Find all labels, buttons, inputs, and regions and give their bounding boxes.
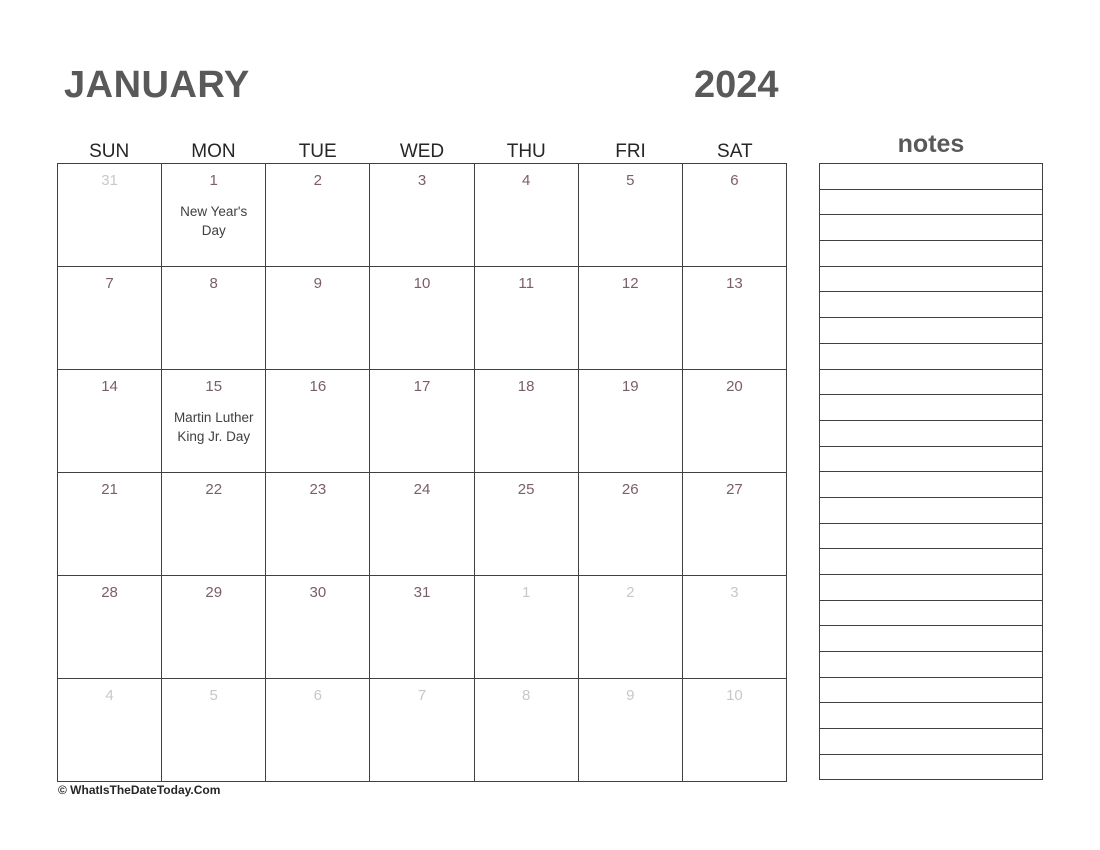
- day-number: 23: [309, 481, 327, 498]
- calendar-day-cell[interactable]: [474, 267, 578, 370]
- day-number: 4: [521, 172, 531, 189]
- day-number: 7: [105, 275, 114, 292]
- calendar-day-cell[interactable]: [162, 576, 266, 679]
- weekday-label: SAT: [717, 141, 753, 162]
- note-line[interactable]: [820, 447, 1042, 473]
- calendar-day-cell[interactable]: [266, 473, 370, 576]
- day-number: 3: [730, 584, 739, 601]
- note-line[interactable]: [820, 344, 1042, 370]
- day-number: 11: [518, 275, 534, 292]
- calendar-day-cell[interactable]: [162, 473, 266, 576]
- calendar-day-cell[interactable]: [474, 473, 578, 576]
- calendar-day-cell[interactable]: [162, 267, 266, 370]
- calendar-day-cell[interactable]: [162, 679, 266, 782]
- calendar-day-cell[interactable]: [474, 679, 578, 782]
- calendar-day-cell[interactable]: [370, 576, 474, 679]
- note-line[interactable]: [820, 755, 1042, 781]
- note-line[interactable]: [820, 472, 1042, 498]
- weekday-label: SUN: [89, 141, 130, 162]
- day-number: 15: [205, 378, 223, 395]
- calendar-day-cell[interactable]: [578, 164, 682, 267]
- weekday-label: FRI: [615, 141, 646, 162]
- notes-box[interactable]: [819, 163, 1043, 780]
- day-number: 9: [313, 275, 323, 292]
- calendar-day-cell[interactable]: [58, 164, 162, 267]
- holiday-label: New Year's Day: [180, 204, 248, 238]
- day-number: 1: [209, 172, 218, 189]
- weekday-label: THU: [506, 141, 546, 162]
- day-number: 31: [101, 172, 118, 189]
- calendar-day-cell[interactable]: [370, 679, 474, 782]
- day-number: 28: [101, 584, 118, 601]
- calendar-day-cell[interactable]: [578, 473, 682, 576]
- day-number: 5: [209, 687, 218, 704]
- day-number: 25: [517, 481, 535, 498]
- calendar-day-cell[interactable]: [266, 679, 370, 782]
- day-number: 14: [101, 378, 118, 395]
- note-line[interactable]: [820, 729, 1042, 755]
- day-number: 24: [413, 481, 431, 498]
- day-number: 27: [726, 481, 743, 498]
- day-number: 1: [521, 584, 531, 601]
- calendar-day-cell[interactable]: [266, 370, 370, 473]
- day-number: 17: [413, 378, 431, 395]
- calendar-day-cell[interactable]: [682, 576, 786, 679]
- calendar-week-row: [58, 679, 787, 782]
- note-line[interactable]: [820, 241, 1042, 267]
- note-line[interactable]: [820, 601, 1042, 627]
- note-line[interactable]: [820, 164, 1042, 190]
- calendar-day-cell[interactable]: [578, 370, 682, 473]
- weekday-label: TUE: [298, 141, 337, 162]
- day-number: 21: [101, 481, 118, 498]
- calendar-day-cell[interactable]: [162, 164, 266, 267]
- calendar-grid: [57, 163, 787, 782]
- calendar-day-cell[interactable]: [162, 370, 266, 473]
- calendar-day-cell[interactable]: [58, 267, 162, 370]
- day-number: 30: [309, 584, 327, 601]
- calendar-day-cell[interactable]: [474, 576, 578, 679]
- day-number: 22: [205, 481, 223, 498]
- calendar-day-cell[interactable]: [578, 679, 682, 782]
- calendar-day-cell[interactable]: [266, 267, 370, 370]
- day-number: 9: [626, 687, 635, 704]
- day-number: 2: [626, 584, 635, 601]
- day-number: 3: [417, 172, 427, 189]
- day-number: 29: [205, 584, 223, 601]
- note-line[interactable]: [820, 421, 1042, 447]
- calendar-day-cell[interactable]: [58, 679, 162, 782]
- calendar-day-cell[interactable]: [58, 576, 162, 679]
- calendar-day-cell[interactable]: [370, 473, 474, 576]
- day-number: 4: [105, 687, 114, 704]
- weekday-label: MON: [191, 141, 236, 162]
- day-number: 8: [209, 275, 218, 292]
- calendar-day-cell[interactable]: [266, 164, 370, 267]
- calendar-day-cell[interactable]: [682, 164, 786, 267]
- note-line[interactable]: [820, 292, 1042, 318]
- calendar-day-cell[interactable]: [682, 473, 786, 576]
- day-number: 5: [626, 172, 635, 189]
- note-line[interactable]: [820, 626, 1042, 652]
- day-number: 12: [621, 275, 639, 292]
- month-title: JANUARY: [64, 64, 250, 106]
- day-number: 13: [726, 275, 743, 292]
- day-number: 8: [521, 687, 531, 704]
- day-number: 16: [309, 378, 327, 395]
- day-number: 2: [313, 172, 323, 189]
- weekday-label: WED: [399, 141, 445, 162]
- calendar-day-cell[interactable]: [58, 473, 162, 576]
- note-line[interactable]: [820, 395, 1042, 421]
- holiday-label: Martin Luther King Jr. Day: [173, 410, 254, 444]
- note-line[interactable]: [820, 318, 1042, 344]
- year-title: 2024: [694, 64, 779, 106]
- calendar-day-cell[interactable]: [58, 370, 162, 473]
- note-line[interactable]: [820, 267, 1042, 293]
- note-line[interactable]: [820, 215, 1042, 241]
- calendar-day-cell[interactable]: [682, 679, 786, 782]
- calendar-day-cell[interactable]: [370, 267, 474, 370]
- day-number: 6: [730, 172, 739, 189]
- calendar-day-cell[interactable]: [474, 370, 578, 473]
- note-line[interactable]: [820, 652, 1042, 678]
- calendar-day-cell[interactable]: [474, 164, 578, 267]
- calendar-day-cell[interactable]: [370, 370, 474, 473]
- calendar-week-row: [58, 370, 787, 473]
- day-number: 26: [621, 481, 639, 498]
- day-number: 18: [517, 378, 535, 395]
- day-number: 31: [413, 584, 431, 601]
- notes-title: notes: [897, 130, 965, 158]
- note-line[interactable]: [820, 575, 1042, 601]
- day-number: 6: [313, 687, 323, 704]
- day-number: 20: [726, 378, 743, 395]
- calendar-day-cell[interactable]: [682, 370, 786, 473]
- calendar-day-cell[interactable]: [370, 164, 474, 267]
- day-number: 10: [726, 687, 743, 704]
- calendar-week-row: [58, 267, 787, 370]
- calendar-week-row: [58, 576, 787, 679]
- weekday-header-row: [57, 140, 787, 164]
- calendar-week-row: [58, 164, 787, 267]
- note-line[interactable]: [820, 524, 1042, 550]
- note-line[interactable]: [820, 549, 1042, 575]
- note-line[interactable]: [820, 370, 1042, 396]
- calendar-day-cell[interactable]: [578, 576, 682, 679]
- note-line[interactable]: [820, 678, 1042, 704]
- day-number: 7: [417, 687, 427, 704]
- note-line[interactable]: [820, 498, 1042, 524]
- day-number: 10: [413, 275, 431, 292]
- day-number: 19: [621, 378, 639, 395]
- calendar-day-cell[interactable]: [578, 267, 682, 370]
- calendar-week-row: [58, 473, 787, 576]
- footer-credit: © WhatIsTheDateToday.Com: [58, 783, 221, 797]
- calendar-day-cell[interactable]: [682, 267, 786, 370]
- note-line[interactable]: [820, 703, 1042, 729]
- note-line[interactable]: [820, 190, 1042, 216]
- calendar-day-cell[interactable]: [266, 576, 370, 679]
